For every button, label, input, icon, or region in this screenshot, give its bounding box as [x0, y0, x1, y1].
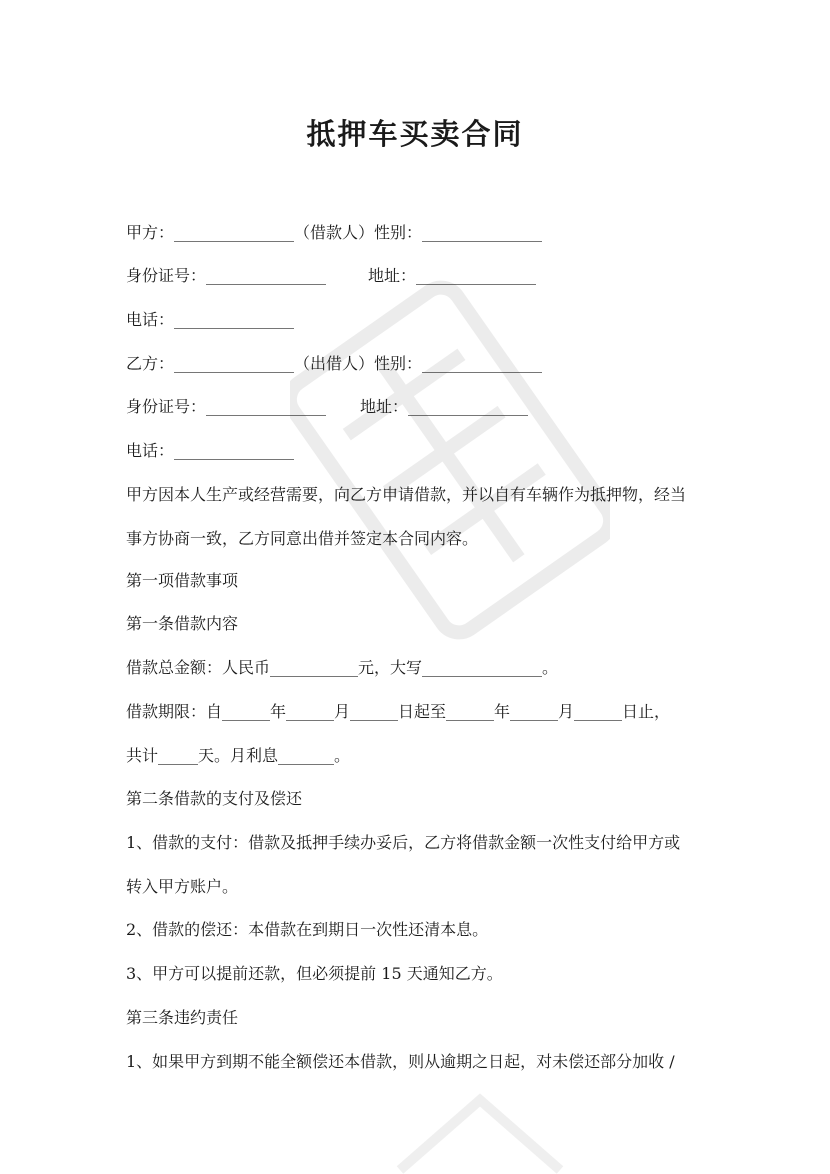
section-1-heading: 第一项借款事项 [126, 571, 239, 590]
payment-line-1: 1、借款的支付：借款及抵押手续办妥后，乙方将借款金额一次性支付给甲方或 [126, 833, 681, 852]
party-b-label: 乙方： [126, 354, 175, 373]
party-a-phone-blank: _______________ [174, 310, 295, 329]
intro-paragraph-line-1: 甲方因本人生产或经营需要，向乙方申请借款，并以自有车辆作为抵押物，经当 [126, 485, 687, 504]
party-b-phone-label: 电话： [126, 441, 175, 460]
party-a-phone-line [126, 308, 294, 332]
loan-amount-line: 借款总金额：人民币___________元，大写_______________。 [126, 658, 559, 677]
party-a-id-line [126, 264, 536, 288]
party-a-gender-blank: _______________ [422, 223, 543, 242]
party-a-address-label: 地址： [368, 266, 417, 285]
article-1-heading: 第一条借款内容 [126, 614, 239, 633]
watermark-logo-bottom [380, 1080, 580, 1174]
early-repayment-line: 3、甲方可以提前还款，但必须提前 15 天通知乙方。 [126, 964, 503, 983]
party-b-id-blank: _______________ [206, 397, 327, 416]
party-b-role: （出借人）性别： [294, 354, 423, 373]
watermark-logo [290, 250, 610, 670]
party-a-name-blank: _______________ [174, 223, 295, 242]
party-b-gender-blank: _______________ [422, 354, 543, 373]
document-title: 抵押车买卖合同 [306, 117, 524, 151]
repayment-line: 2、借款的偿还：本借款在到期日一次性还清本息。 [126, 920, 489, 939]
party-a-id-label: 身份证号： [126, 266, 207, 285]
party-b-name-blank: _______________ [174, 354, 295, 373]
party-a-role: （借款人）性别： [294, 223, 423, 242]
party-a-address-blank: _______________ [416, 266, 537, 285]
breach-line-1: 1、如果甲方到期不能全额偿还本借款，则从逾期之日起，对未偿还部分加收 / [126, 1052, 675, 1071]
party-b-phone-blank: _______________ [174, 441, 295, 460]
loan-term-line-1: 借款期限：自______年______月______日起至______年______月______日止， [126, 702, 671, 721]
party-b-line [126, 352, 542, 376]
party-a-id-blank: _______________ [206, 266, 327, 285]
party-b-address-blank: _______________ [408, 397, 529, 416]
party-b-id-line [126, 395, 528, 419]
article-2-heading: 第二条借款的支付及偿还 [126, 789, 303, 808]
party-b-phone-line [126, 439, 294, 463]
party-a-label: 甲方： [126, 223, 175, 242]
party-b-id-label: 身份证号： [126, 397, 207, 416]
intro-paragraph-line-2: 事方协商一致，乙方同意出借并签定本合同内容。 [126, 529, 479, 548]
party-a-line [126, 221, 542, 245]
party-b-address-label: 地址： [360, 397, 409, 416]
loan-term-line-2: 共计_____天。月利息_______。 [126, 746, 351, 765]
party-a-phone-label: 电话： [126, 310, 175, 329]
article-3-heading: 第三条违约责任 [126, 1008, 239, 1027]
payment-line-2: 转入甲方账户。 [126, 877, 239, 896]
